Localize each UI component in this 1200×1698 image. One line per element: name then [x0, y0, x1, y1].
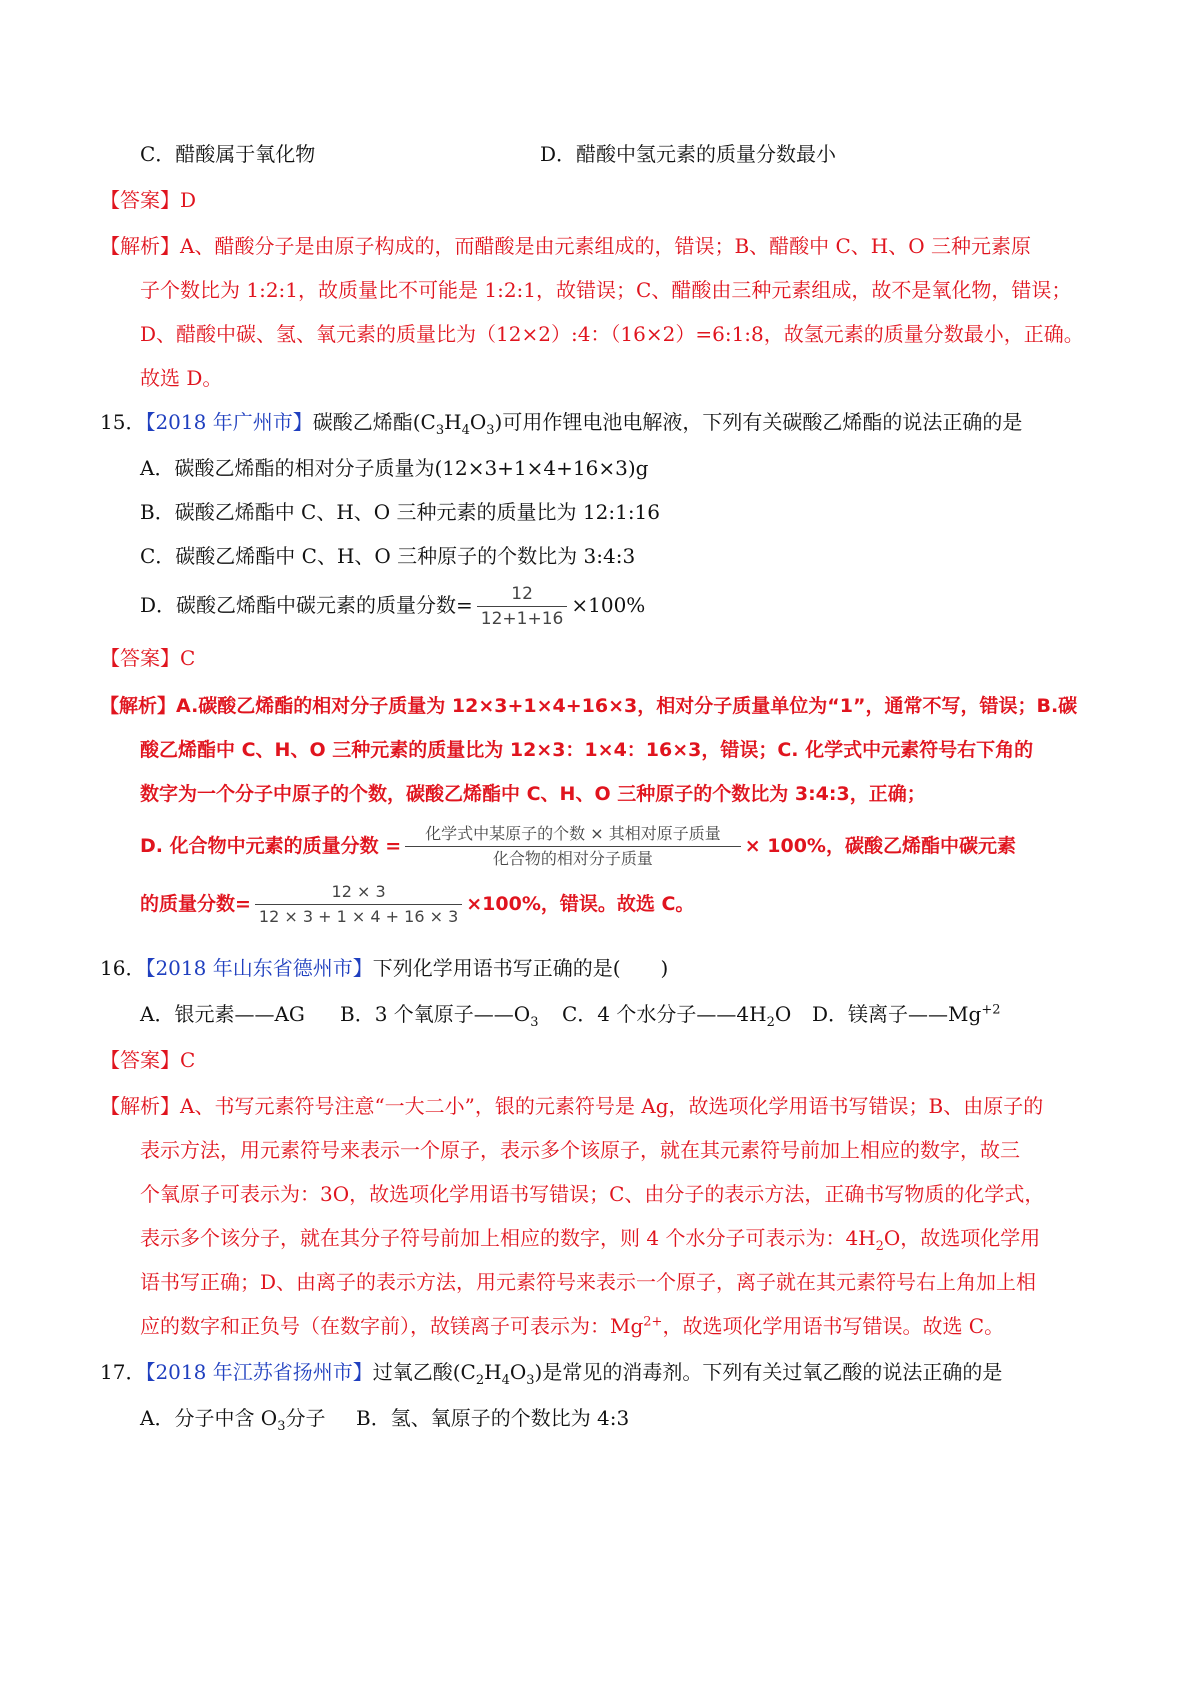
- q16-option-d: D．镁离子$——Mg^{+2}$: [812, 1002, 1001, 1026]
- q16-analysis-line-5: 语书写正确；D、由离子的表示方法，用元素符号来表示一个原子，离子就在其元素符号右上角加上相: [140, 1270, 1037, 1294]
- question-number: 17．: [100, 1360, 146, 1384]
- answer-value: C: [180, 646, 196, 670]
- question-source: 【2018 年江苏省扬州市】: [145, 1360, 373, 1384]
- q16-analysis-line-3: 个氧原子可表示为：3O，故选项化学用语书写错误；C、由分子的表示方法，正确书写物质的化学式，: [140, 1182, 1045, 1206]
- q17-option-a: A．分子中含 $O_3$分子: [140, 1406, 326, 1434]
- q15-analysis-line-4: D. 化合物中元素的质量分数 = $\frac{\text{化学式中某原子的个数 × 其相对原子质量}}{\text{化合物的相对分子质量}}$ × 100%，碳酸乙烯酯中碳元素: [140, 824, 1016, 868]
- q14-analysis-line-1: 【解析】A、醋酸分子是由原子构成的，而醋酸是由元素组成的，错误；B、醋酸中 C、H、O 三种元素原: [100, 234, 1031, 258]
- q16-option-c: C．4 个水分子$——4H_2O$: [562, 1002, 792, 1030]
- q15-stem: 15．【2018 年广州市】碳酸乙烯酯$(C_3H_4O_3)$可用作锂电池电解液，下列有关碳酸乙烯酯的说法正确的是: [100, 410, 1023, 438]
- q17-stem: 17．【2018 年江苏省扬州市】过氧乙酸$(C_2H_4O_3)$是常见的消毒剂。下列有关过氧乙酸的说法正确的是: [100, 1360, 1003, 1388]
- q16-stem: 16．【2018 年山东省德州市】下列化学用语书写正确的是( ): [100, 956, 669, 980]
- answer-tag: 【答案】: [100, 188, 180, 212]
- q16-answer: [100, 1046, 195, 1074]
- answer-tag: 【答案】: [100, 646, 180, 670]
- q15-option-c: C．碳酸乙烯酯中 C、H、O 三种原子的个数比为 3:4:3: [140, 544, 636, 568]
- q15-option-b: B．碳酸乙烯酯中 C、H、O 三种元素的质量比为 12:1:16: [140, 500, 661, 524]
- q14-option-c: C．醋酸属于氧化物: [140, 142, 316, 166]
- fraction: $\frac{12 \times 3}{12 \times 3 + 1 \times 4 + 16 \times 3}$: [255, 881, 462, 928]
- q14-option-d: D．醋酸中氢元素的质量分数最小: [540, 142, 837, 166]
- question-number: 16．: [100, 956, 146, 980]
- answer-value: C: [180, 1048, 196, 1072]
- q16-analysis-line-4: 表示多个该分子，就在其分子符号前加上相应的数字，则 4 个水分子可表示为：$4H_2O$，故选项化学用: [140, 1226, 1041, 1254]
- q15-analysis-line-5: 的质量分数= $\frac{12 \times 3}{12 \times 3 + 1 \times 4 + 16 \times 3}$ ×100%，错误。故选 C。: [140, 882, 695, 926]
- q17-option-b: B．氢、氧原子的个数比为 4:3: [356, 1406, 630, 1430]
- question-source: 【2018 年广州市】: [145, 410, 313, 434]
- q15-analysis-line-1: 【解析】A.碳酸乙烯酯的相对分子质量为 12×3+1×4+16×3，相对分子质量单位为“1”，通常不写，错误；B.碳: [100, 695, 1078, 717]
- q14-analysis-line-4: 故选 D。: [140, 366, 223, 390]
- analysis-tag: 【解析】: [100, 695, 177, 717]
- q15-option-a: A．碳酸乙烯酯的相对分子质量为(12×3+1×4+16×3)g: [140, 456, 649, 480]
- q14-analysis-line-2: 子个数比为 1:2:1，故质量比不可能是 1:2:1，故错误；C、醋酸由三种元素组成，故不是氧化物，错误；: [140, 278, 1072, 302]
- q16-analysis-line-2: 表示方法，用元素符号来表示一个原子，表示多个该原子，就在其元素符号前加上相应的数字，故三: [140, 1138, 1020, 1162]
- q14-analysis-line-3: D、醋酸中碳、氢、氧元素的质量比为（12×2）:4：（16×2）=6:1:8，故氢元素的质量分数最小，正确。: [140, 322, 1084, 346]
- q16-option-b: B．3 个氧原子$——O_3$: [340, 1002, 539, 1030]
- q16-analysis-line-1: 【解析】A、书写元素符号注意“一大二小”，银的元素符号是 Ag，故选项化学用语书写错误；B、由原子的: [100, 1094, 1044, 1118]
- fraction: $\frac{\text{化学式中某原子的个数 × 其相对原子质量}}{\text{化合物的相对分子质量}}$: [405, 823, 741, 870]
- question-source: 【2018 年山东省德州市】: [145, 956, 373, 980]
- q15-analysis-line-3: 数字为一个分子中原子的个数，碳酸乙烯酯中 C、H、O 三种原子的个数比为 3:4:3，正确；: [140, 783, 926, 805]
- q14-answer: [100, 186, 196, 214]
- fraction: $\frac{12}{12+1+16}$: [477, 583, 568, 630]
- analysis-tag: 【解析】: [100, 234, 180, 258]
- q15-analysis-line-2: 酸乙烯酯中 C、H、O 三种元素的质量比为 12×3：1×4：16×3，错误；C. 化学式中元素符号右下角的: [140, 739, 1034, 761]
- answer-value: D: [180, 188, 197, 212]
- q15-answer: [100, 644, 195, 672]
- analysis-tag: 【解析】: [100, 1094, 180, 1118]
- q15-option-d: D．碳酸乙烯酯中碳元素的质量分数= $\frac{12}{12+1+16}$ ×100%: [140, 584, 646, 629]
- question-number: 15．: [100, 410, 146, 434]
- answer-tag: 【答案】: [100, 1048, 180, 1072]
- q16-option-a: A．银元素——AG: [140, 1002, 305, 1026]
- q16-analysis-line-6: 应的数字和正负号（在数字前），故镁离子可表示为：$Mg^{2+}$，故选项化学用语书写错误。故选 C。: [140, 1314, 1005, 1338]
